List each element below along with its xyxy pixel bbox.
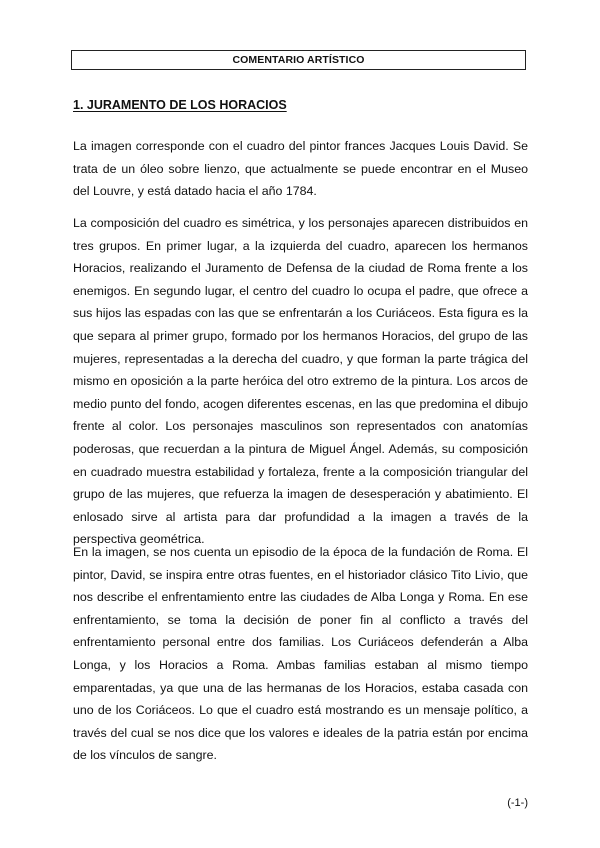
section-title: 1. JURAMENTO DE LOS HORACIOS <box>73 98 287 112</box>
paragraph-intro: La imagen corresponde con el cuadro del pintor frances Jacques Louis David. Se trata de un óleo sobre lienzo, que actualmente se puede encontrar en el Museo del Louvre, y está datado hacia el año 1784. <box>73 139 528 199</box>
paragraph-context: En la imagen, se nos cuenta un episodio de la época de la fundación de Roma. El pintor, David, se inspira entre otras fuentes, en el historiador clásico Tito Livio, que nos describe el enfrentamiento entre las ciudades de Alba Longa y Roma. En ese enfrentamiento, se toma la decisión de poner fin al conflicto a través del enfrentamiento personal entre dos familias. Los Curiáceos defenderán a Alba Longa, y los Horacios a Roma. Ambas familias estaban al mismo tiempo emparentadas, ya que una de las hermanas de los Horacios, estaba casada con uno de los Coriáceos. Lo que el cuadro está mostrando es un mensaje político, a través del cual se nos dice que los valores e ideales de la patria están por encima de los vínculos de sangre. <box>73 545 528 763</box>
page-number: (-1-) <box>507 797 528 809</box>
document-header-box <box>71 50 526 70</box>
paragraph-composition: La composición del cuadro es simétrica, y los personajes aparecen distribuidos en tres grupos. En primer lugar, a la izquierda del cuadro, aparecen los hermanos Horacios, realizando el Juramento de Defensa de la ciudad de Roma frente a los enemigos. En segundo lugar, el centro del cuadro lo ocupa el padre, que ofrece a sus hijos las espadas con las que se enfrentarán a los Curiáceos. Esta figura es la que separa al primer grupo, formado por los hermanos Horacios, del grupo de las mujeres, representadas a la derecha del cuadro, y que forman la parte trágica del mismo en oposición a la parte heróica del otro extremo de la pintura. Los arcos de medio punto del fondo, acogen diferentes escenas, en las que predomina el dibujo frente al color. Los personajes masculinos son representados con anatomías poderosas, que recuerdan a la pintura de Miguel Ángel. Además, su composición en cuadrado muestra estabilidad y fortaleza, frente a la composición triangular del grupo de las mujeres, que refuerza la imagen de desesperación y abatimiento. El enlosado sirve al artista para dar profundidad a la imagen a través de la perspectiva geométrica. <box>73 216 528 547</box>
document-header-title: COMENTARIO ARTÍSTICO <box>232 54 365 66</box>
